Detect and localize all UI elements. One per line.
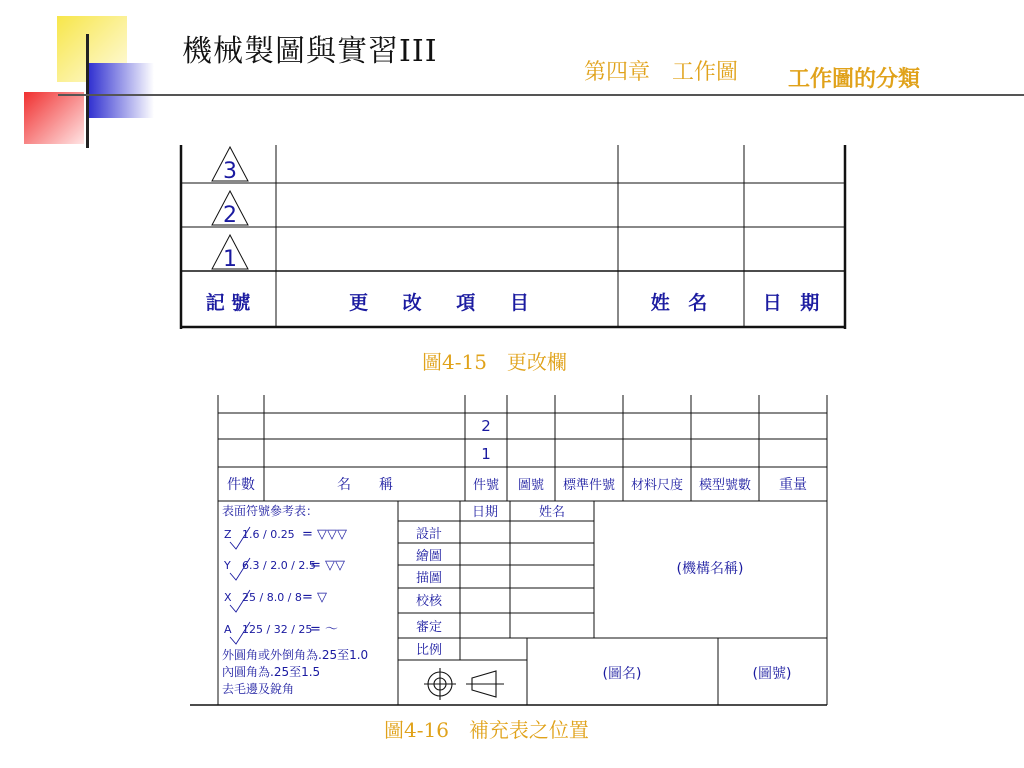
decor-vertical-line xyxy=(86,34,89,148)
surface-row-values: 125 / 32 / 25 xyxy=(242,623,313,636)
surface-row-equals: = ▽▽ xyxy=(310,558,346,573)
surface-table-title: 表面符號參考表： xyxy=(222,504,319,518)
role-label: 審定 xyxy=(415,620,443,635)
header-divider xyxy=(58,94,1024,96)
note-line: 內圓角為.25至1.5 xyxy=(222,665,321,679)
header-part-name: 名 稱 xyxy=(337,477,393,493)
section-title: 工作圖的分類 xyxy=(788,67,921,92)
projection-symbol-icon xyxy=(424,668,504,700)
header-part-no: 件號 xyxy=(472,478,500,493)
note-line: 外圓角或外倒角為.25至1.0 xyxy=(222,648,369,662)
header-drawing-no: 圖號 xyxy=(517,478,545,493)
drawing-name: (圖名) xyxy=(602,666,642,682)
title-block-date-label: 日期 xyxy=(471,505,499,520)
role-label: 校核 xyxy=(415,594,443,609)
role-label: 描圖 xyxy=(415,571,443,586)
figure-caption-4-15: 圖4-15 更改欄 xyxy=(422,350,567,374)
figure-caption-4-16: 圖4-16 補充表之位置 xyxy=(384,718,589,742)
surface-row-values: 6.3 / 2.0 / 2.5 xyxy=(242,559,316,572)
part-row-number: 1 xyxy=(481,445,491,463)
revision-mark: 2 xyxy=(223,203,237,228)
course-title: 機械製圖與實習III xyxy=(182,34,438,69)
header-items: 更 改 項 目 xyxy=(349,292,543,314)
surface-row-equals: = ～ xyxy=(310,622,339,637)
role-label: 設計 xyxy=(415,527,443,542)
drawing-number: (圖號) xyxy=(752,666,792,682)
header-date: 日 期 xyxy=(762,292,826,314)
header-material: 材料尺度 xyxy=(630,478,684,493)
organization-name: (機構名稱) xyxy=(676,561,744,577)
supplementary-table xyxy=(190,395,830,710)
header-qty: 件數 xyxy=(227,477,255,493)
header-weight: 重量 xyxy=(779,477,807,493)
header-model-no: 模型號數 xyxy=(698,478,752,493)
revision-mark: 3 xyxy=(223,159,237,184)
header-standard-no: 標準件號 xyxy=(562,478,616,493)
role-label: 比例 xyxy=(415,643,443,658)
note-line: 去毛邊及銳角 xyxy=(222,682,295,696)
surface-row-values: 25 / 8.0 / 8 xyxy=(242,591,302,604)
header-name: 姓 名 xyxy=(650,292,714,314)
revision-table xyxy=(178,145,848,333)
header-mark: 記 號 xyxy=(205,292,251,314)
surface-row-letter: X xyxy=(224,591,232,604)
decor-red-square xyxy=(24,92,84,144)
surface-row-letter: Y xyxy=(224,559,231,572)
surface-row-equals: = ▽ xyxy=(302,590,328,605)
revision-mark: 1 xyxy=(223,247,237,272)
surface-row-values: 1.6 / 0.25 xyxy=(242,528,295,541)
part-row-number: 2 xyxy=(481,417,491,435)
role-label: 繪圖 xyxy=(415,549,443,564)
surface-row-letter: Z xyxy=(224,528,232,541)
surface-row-equals: = ▽▽▽ xyxy=(302,527,348,542)
decor-blue-square xyxy=(88,63,154,118)
chapter-title: 第四章 工作圖 xyxy=(584,60,739,85)
title-block-name-label: 姓名 xyxy=(538,505,566,520)
surface-row-letter: A xyxy=(224,623,232,636)
